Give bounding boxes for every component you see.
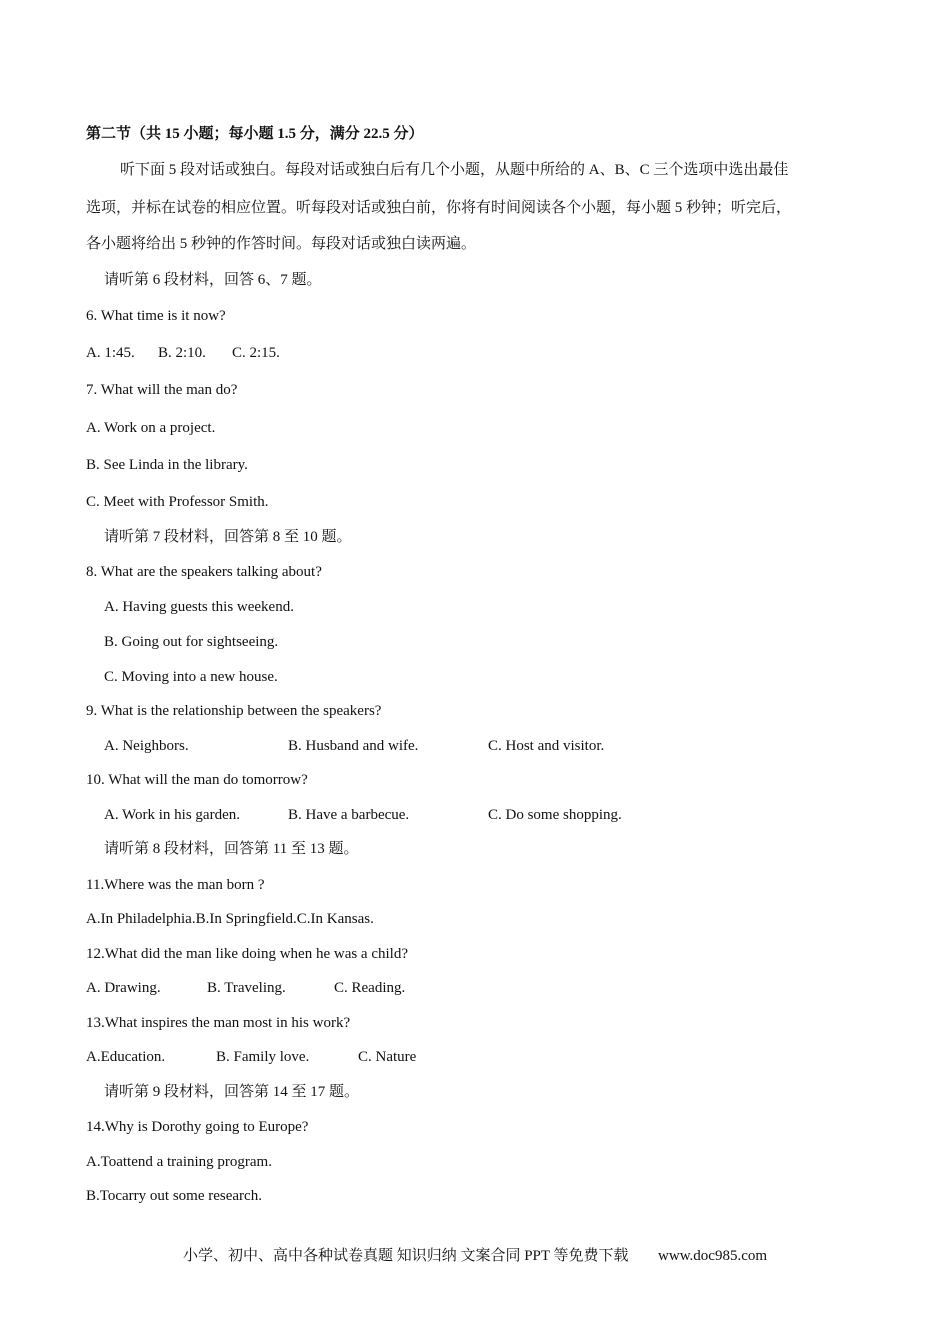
question-8: 8. What are the speakers talking about? — [86, 564, 322, 580]
footer-text: 小学、初中、高中各种试卷真题 知识归纳 文案合同 PPT 等免费下载 — [182, 1248, 629, 1264]
q6-option-b: B. 2:10. — [158, 345, 206, 361]
q10-option-c: C. Do some shopping. — [488, 807, 622, 823]
instructions-line-2: 选项，并标在试卷的相应位置。听每段对话或独白前，你将有时间阅读各个小题，每小题 5 秒钟；听完后， — [86, 200, 792, 216]
question-9: 9. What is the relationship between the speakers? — [86, 703, 382, 719]
page-footer — [0, 1244, 950, 1265]
q8-option-a: A. Having guests this weekend. — [104, 599, 294, 615]
q9-option-c: C. Host and visitor. — [488, 738, 605, 754]
q12-option-a: A. Drawing. — [86, 980, 161, 996]
q7-option-b: B. See Linda in the library. — [86, 457, 248, 473]
q13-option-a: A.Education. — [86, 1049, 166, 1065]
q13-option-b: B. Family love. — [216, 1049, 310, 1065]
q9-option-a: A. Neighbors. — [104, 738, 189, 754]
q9-option-b: B. Husband and wife. — [288, 738, 419, 754]
q8-option-b: B. Going out for sightseeing. — [104, 634, 279, 650]
question-13: 13.What inspires the man most in his work? — [86, 1015, 351, 1031]
q8-option-c: C. Moving into a new house. — [104, 669, 278, 685]
q13-option-c: C. Nature — [358, 1049, 417, 1065]
passage-9-prompt: 请听第 9 段材料，回答第 14 至 17 题。 — [104, 1084, 360, 1100]
question-11: 11.Where was the man born ? — [86, 877, 265, 893]
q7-option-c: C. Meet with Professor Smith. — [86, 494, 269, 510]
question-10: 10. What will the man do tomorrow? — [86, 772, 308, 788]
instructions-line-1: 听下面 5 段对话或独白。每段对话或独白后有几个小题，从题中所给的 A、B、C 三个选项中选出最佳 — [120, 162, 789, 178]
q7-option-a: A. Work on a project. — [86, 420, 216, 436]
q10-option-b: B. Have a barbecue. — [288, 807, 410, 823]
passage-6-prompt: 请听第 6 段材料，回答 6、7 题。 — [104, 272, 322, 288]
question-6: 6. What time is it now? — [86, 308, 226, 324]
question-7: 7. What will the man do? — [86, 382, 238, 398]
passage-8-prompt: 请听第 8 段材料，回答第 11 至 13 题。 — [104, 841, 359, 857]
instructions-line-3: 各小题将给出 5 秒钟的作答时间。每段对话或独白读两遍。 — [86, 236, 477, 252]
footer-url[interactable]: www.doc985.com — [658, 1248, 768, 1264]
q6-option-a: A. 1:45. — [86, 345, 135, 361]
q12-option-c: C. Reading. — [334, 980, 406, 996]
question-14: 14.Why is Dorothy going to Europe? — [86, 1119, 309, 1135]
question-12: 12.What did the man like doing when he was a child? — [86, 946, 408, 962]
passage-7-prompt: 请听第 7 段材料，回答第 8 至 10 题。 — [104, 529, 352, 545]
q6-option-c: C. 2:15. — [232, 345, 280, 361]
q10-option-a: A. Work in his garden. — [104, 807, 240, 823]
q14-option-b: B.Tocarry out some research. — [86, 1188, 262, 1204]
section-header: 第二节（共 15 小题；每小题 1.5 分，满分 22.5 分） — [86, 126, 424, 142]
q14-option-a: A.Toattend a training program. — [86, 1154, 272, 1170]
q12-option-b: B. Traveling. — [207, 980, 286, 996]
q11-options: A.In Philadelphia.B.In Springfield.C.In Kansas. — [86, 911, 374, 927]
